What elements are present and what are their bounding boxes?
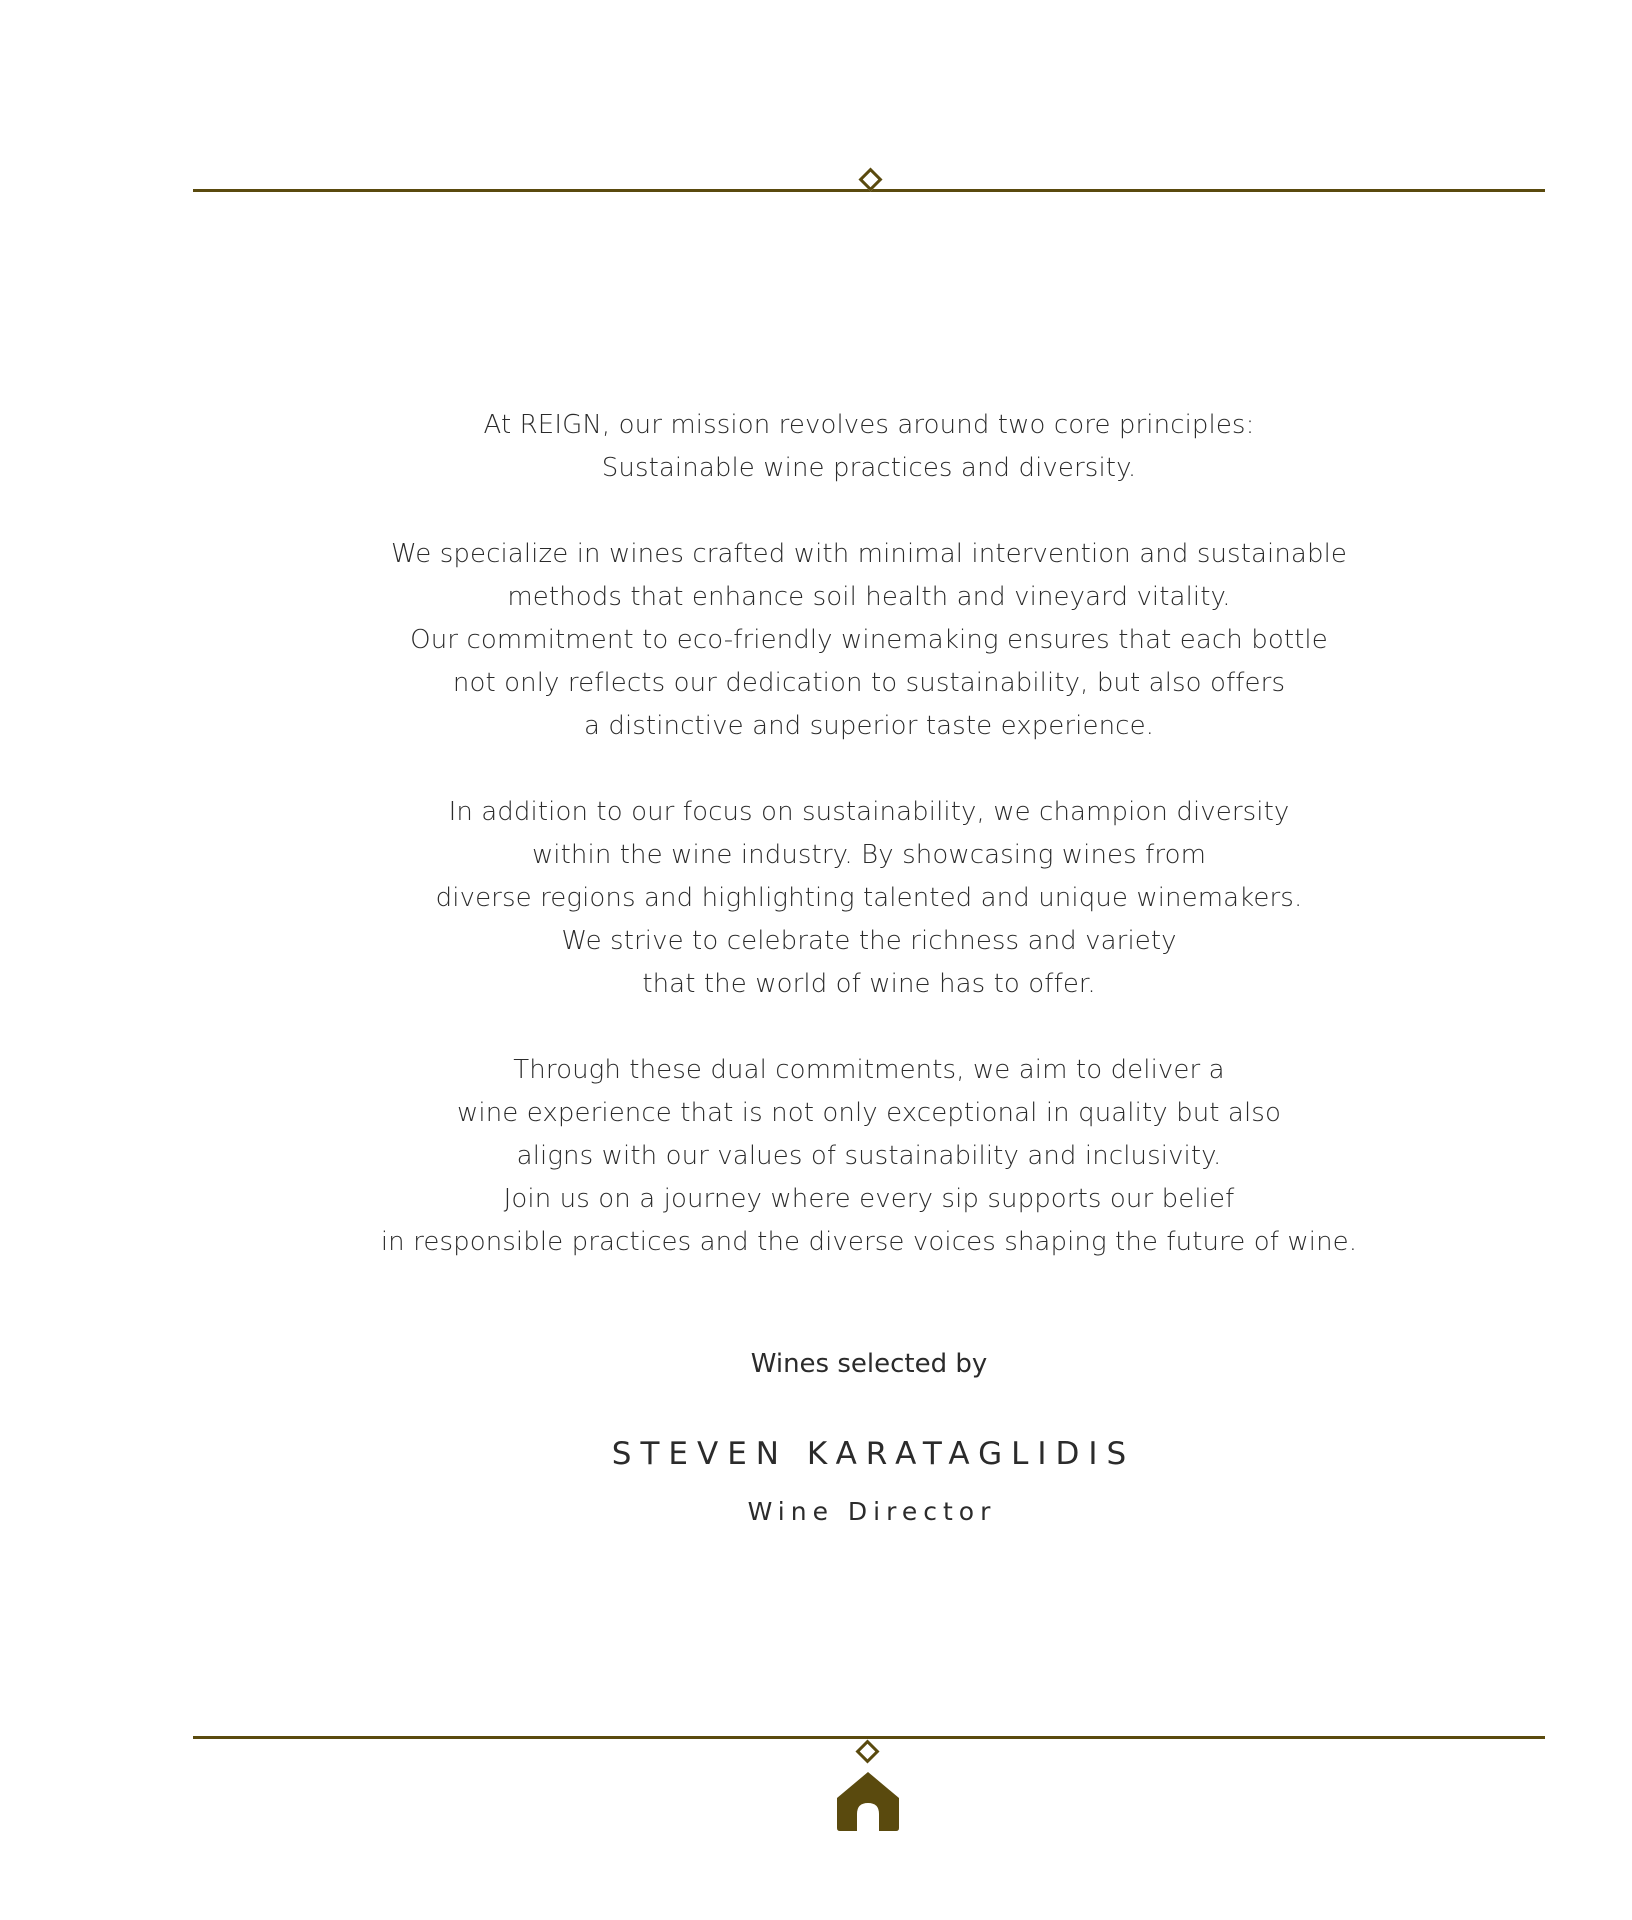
text-line: wine experience that is not only exceptional in quality but also [457,1098,1281,1128]
text-line: in responsible practices and the diverse voices shaping the future of wine. [380,1227,1358,1257]
text-line: At REIGN, our mission revolves around two core principles: [483,410,1255,440]
text-line: that the world of wine has to offer. [642,969,1096,999]
diamond-icon [858,167,882,191]
text-line: not only reflects our dedication to sustainability, but also offers [452,668,1286,698]
text-line: We strive to celebrate the richness and variety [561,926,1177,956]
text-line: In addition to our focus on sustainability, we champion diversity [448,797,1290,827]
text-line: Sustainable wine practices and diversity. [601,453,1137,483]
text-line: Our commitment to eco-friendly winemaking ensures that each bottle [410,625,1328,655]
text-line: Join us on a journey where every sip supports our belief [503,1184,1235,1214]
diamond-icon [855,1739,879,1763]
home-icon-graphic [835,1770,901,1832]
selected-by-label: Wines selected by [750,1349,988,1379]
text-line: Through these dual commitments, we aim to deliver a [513,1055,1225,1085]
text-line: diverse regions and highlighting talented and unique winemakers. [435,883,1303,913]
mission-statement [193,404,1545,1307]
home-icon[interactable] [835,1770,901,1832]
bottom-divider [193,1736,1545,1739]
text-line: We specialize in wines crafted with minimal intervention and sustainable [391,539,1347,569]
text-line: aligns with our values of sustainability and inclusivity. [516,1141,1222,1171]
director-name: STEVEN KARATAGLIDIS [611,1436,1136,1472]
mission-paragraph-1 [193,404,1545,490]
director-title: Wine Director [747,1497,997,1526]
text-line: methods that enhance soil health and vineyard vitality. [507,582,1231,612]
text-line: within the wine industry. By showcasing wines from [531,840,1207,870]
mission-paragraph-4 [193,1049,1545,1264]
mission-paragraph-2 [193,533,1545,748]
mission-paragraph-3 [193,791,1545,1006]
text-line: a distinctive and superior taste experience. [583,711,1155,741]
